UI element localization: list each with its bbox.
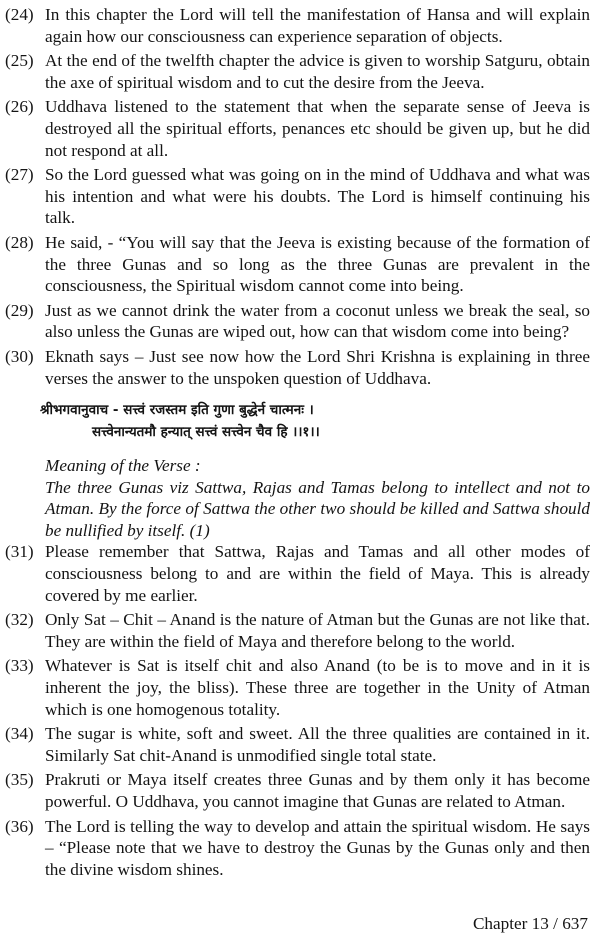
meaning-text: The three Gunas viz Sattwa, Rajas and Tamas belong to intellect and not to Atman. By the force of Sattwa the other two should be killed and Sattwa should be nullified by itself. (1) [45, 477, 590, 540]
paragraph-number: (35) [5, 770, 34, 790]
paragraph-text: In this chapter the Lord will tell the manifestation of Hansa and will explain again how our consciousness can experience separation of objects. [45, 5, 590, 46]
paragraph-text: Only Sat – Chit – Anand is the nature of Atman but the Gunas are not like that. They are within the field of Maya and therefore belong to the world. [45, 610, 590, 651]
paragraph-27 [5, 164, 590, 229]
paragraph-number: (24) [5, 5, 34, 24]
paragraph-number: (34) [5, 724, 34, 744]
paragraph-29 [5, 300, 590, 343]
paragraph-text: Eknath says – Just see now how the Lord Shri Krishna is explaining in three verses the answer to the unspoken question of Uddhava. [45, 346, 590, 388]
paragraph-text: Whatever is Sat is itself chit and also Anand (to be is to move and in it is inherent the joy, the bliss). These three are together in the Unity of Atman which is one homogenous totality. [45, 656, 590, 719]
paragraph-number: (36) [5, 816, 34, 836]
paragraph-number: (29) [5, 300, 34, 320]
paragraph-33 [5, 655, 590, 720]
paragraph-number: (32) [5, 610, 34, 630]
paragraph-36 [5, 816, 590, 881]
verse-line-2: सत्त्वेनान्यतमौ हन्यात् सत्त्वं सत्त्वेन चैव हि ।।१।। [92, 424, 320, 441]
paragraph-text: So the Lord guessed what was going on in the mind of Uddhava and what was his intention and what were his doubts. The Lord is himself continuing his talk. [45, 165, 590, 228]
paragraph-text: Please remember that Sattwa, Rajas and Tamas and all other modes of consciousness belong to and are within the field of Maya. This is already covered by me earlier. [45, 542, 590, 605]
paragraphs-top [5, 4, 590, 389]
verse-meaning [5, 455, 590, 541]
paragraph-28 [5, 232, 590, 297]
paragraph-text: The Lord is telling the way to develop and attain the spiritual wisdom. He says – “Please note that we have to destroy the Gunas by the Gunas only and then the divine wisdom shines. [45, 816, 590, 879]
paragraph-35 [5, 769, 590, 812]
paragraph-text: Prakruti or Maya itself creates three Gunas and by them only it has become powerful. O Uddhava, you cannot imagine that Gunas are related to Atman. [45, 770, 590, 811]
paragraph-24 [5, 4, 590, 47]
paragraph-text: He said, - “You will say that the Jeeva is existing because of the formation of the three Gunas and so long as the three Gunas are prevalent in the consciousness, the Spiritual wisdom cannot come into being. [45, 232, 590, 296]
paragraph-number: (25) [5, 51, 34, 71]
paragraph-text: At the end of the twelfth chapter the advice is given to worship Satguru, obtain the axe of spiritual wisdom and to cut the desire from the Jeeva. [45, 51, 590, 92]
paragraph-text: The sugar is white, soft and sweet. All the three qualities are contained in it. Similarly Sat chit-Anand is unmodified single total state. [45, 724, 590, 765]
paragraph-26 [5, 96, 590, 161]
paragraph-31 [5, 541, 590, 606]
paragraph-text: Just as we cannot drink the water from a coconut unless we break the seal, so also unless the Gunas are wiped out, how can that wisdom come into being? [45, 300, 590, 342]
verse-line-1: श्रीभगवानुवाच - सत्त्वं रजस्तम इति गुणा बुद्धेर्न चात्मनः । [40, 402, 314, 419]
paragraphs-bottom [5, 541, 590, 880]
paragraph-text: Uddhava listened to the statement that when the separate sense of Jeeva is destroyed all the spiritual efforts, penances etc should be given up, but he did not respond at all. [45, 97, 590, 160]
paragraph-number: (33) [5, 656, 34, 676]
paragraph-30 [5, 346, 590, 389]
paragraph-number: (31) [5, 542, 34, 562]
meaning-heading: Meaning of the Verse : [45, 456, 201, 476]
paragraph-number: (27) [5, 165, 34, 185]
paragraph-number: (30) [5, 346, 34, 366]
paragraph-34 [5, 723, 590, 766]
sanskrit-verse [5, 399, 590, 443]
paragraph-number: (26) [5, 97, 34, 117]
paragraph-25 [5, 50, 590, 93]
paragraph-32 [5, 609, 590, 652]
paragraph-number: (28) [5, 232, 34, 252]
page-footer: Chapter 13 / 637 [472, 914, 588, 933]
